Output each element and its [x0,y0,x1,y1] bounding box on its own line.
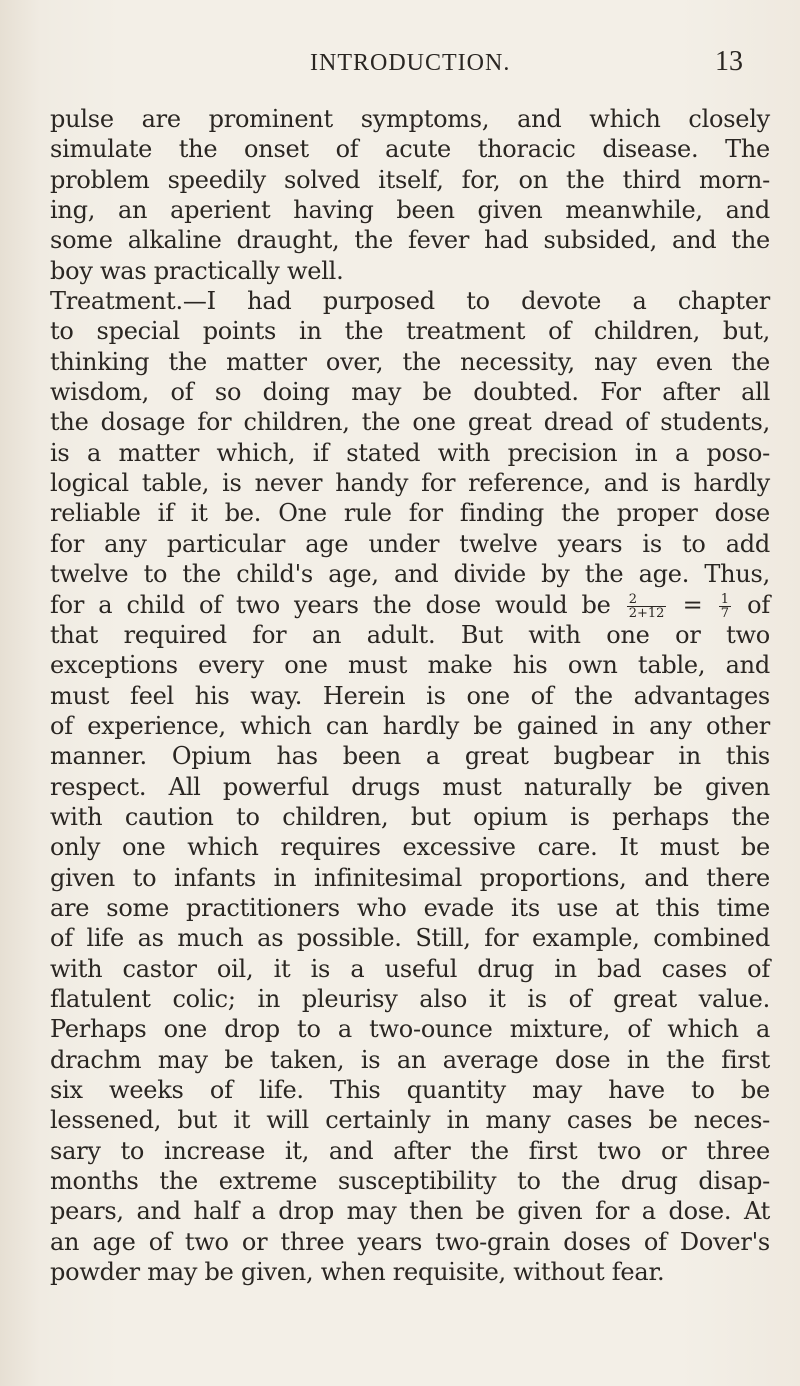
text-line: drachm may be taken, is an average dose in the first [50,1045,770,1074]
text-line: reliable if it be. One rule for finding the proper dose [50,499,770,528]
text-line: the dosage for children, the one great dread of students, [50,408,770,437]
text-line: Treatment.—I had purposed to devote a chapter [50,287,770,316]
text-line: six weeks of life. This quantity may have to be [50,1076,770,1104]
text-line: only one which requires excessive care. It must be [50,833,770,862]
fraction-numerator: 2 [628,591,638,607]
text-line: ing, an aperient having been given meanwhile, and [50,196,770,225]
text-line: some alkaline draught, the fever had subsided, and the [50,226,770,255]
text-line: with caution to children, but opium is perhaps the [50,802,770,831]
text-line: are some practitioners who evade its use at this time [50,893,770,922]
body-text [50,104,770,1287]
text-line: manner. Opium has been a great bugbear in this [50,742,770,771]
formula-text-before: for a child of two years the dose would be [50,590,611,619]
page-header [0,46,800,86]
text-line: simulate the onset of acute thoracic disease. The [50,135,770,164]
fraction-dose [627,593,667,620]
text-line: to special points in the treatment of children, but, [50,317,770,346]
text-line: thinking the matter over, the necessity, nay even the [50,347,770,376]
text-line: pears, and half a drop may then be given for a dose. At [50,1197,770,1226]
text-line: respect. All powerful drugs must naturally be given [50,772,770,801]
text-line: for any particular age under twelve years is to add [50,529,770,558]
text-line: must feel his way. Herein is one of the advantages [50,681,770,710]
text-line: Perhaps one drop to a two-ounce mixture, of which a [50,1015,770,1044]
text-line: lessened, but it will certainly in many cases be neces- [50,1106,770,1135]
text-line: twelve to the child's age, and divide by the age. Thus, [50,560,770,589]
text-line: powder may be given, when requisite, without fear. [50,1258,665,1287]
formula-text-after: of [747,590,771,619]
text-line: with castor oil, it is a useful drug in bad cases of [50,954,770,983]
text-line: given to infants in infinitesimal proportions, and there [50,863,770,892]
formula-line [50,590,770,620]
text-line: boy was practically well. [50,256,344,285]
text-line: flatulent colic; in pleurisy also it is of great value. [50,984,770,1013]
text-line: pulse are prominent symptoms, and which closely [50,105,770,133]
fraction-denominator: 7 [720,605,729,621]
text-line: of life as much as possible. Still, for example, combined [50,924,770,953]
fraction-numerator: 1 [720,591,729,607]
fraction-result [719,593,731,620]
text-line: of experience, which can hardly be gained in any other [50,711,770,740]
fraction-denominator: 2+12 [628,605,665,621]
text-line: months the extreme susceptibility to the drug disap- [50,1167,770,1196]
text-line: exceptions every one must make his own table, and [50,651,770,680]
text-line: wisdom, of so doing may be doubted. For after all [50,378,770,407]
equals-sign: = [682,590,703,619]
text-line: an age of two or three years two-grain doses of Dover's [50,1227,770,1256]
text-line: problem speedily solved itself, for, on the third morn- [50,165,770,194]
text-line: sary to increase it, and after the first two or three [50,1136,770,1165]
page-number: 13 [715,46,743,77]
text-line: is a matter which, if stated with precision in a poso- [50,438,770,467]
text-line: logical table, is never handy for reference, and is hardly [50,469,770,498]
text-line: that required for an adult. But with one or two [50,620,770,649]
running-head: INTRODUCTION. [310,50,511,76]
